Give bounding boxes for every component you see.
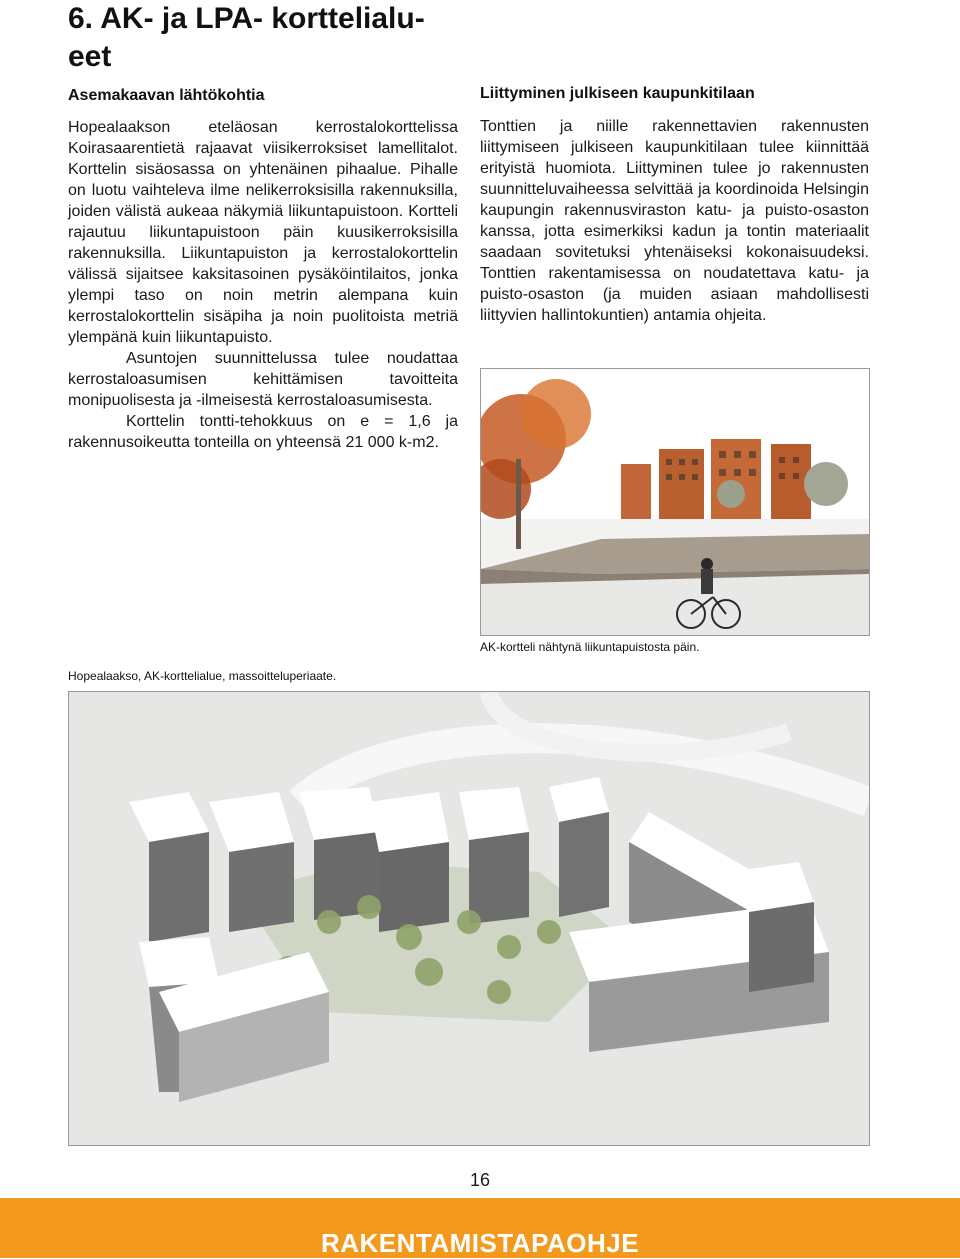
left-paragraph-3: Korttelin tontti-tehokkuus on e = 1,6 ja rakennusoikeutta tonteilla on yhteensä 21 000 k-m2. — [68, 413, 458, 451]
right-subheading: Liittyminen julkiseen kaupunkitilaan — [480, 85, 755, 102]
left-subheading: Asemakaavan lähtökohtia — [68, 87, 265, 104]
page-title-line-1: 6. AK- ja LPA- korttelialu- — [68, 2, 425, 35]
right-body — [480, 116, 869, 326]
massing-plan-illustration — [68, 691, 870, 1146]
page-title-line-2: eet — [68, 40, 112, 73]
right-paragraph: Tonttien ja niille rakennettavien rakennusten liittymiseen julkiseen kaupunkitilaan tulee kiinnittää erityistä huomiota. Liittyminen tulee jo rakennusten suunnitteluvaiheessa selvittää ja koordinoida Helsingin kaupungin rakennusviraston katu- ja puisto-osaston kanssa, jotta esimerkiksi kadun ja tontin materiaalit saadaan sovitetuksi yhtenäiseksi kokonaisuudeksi. Tonttien rakentamisessa on noudatettava katu- ja puisto-osaston (ja muiden asiaan mahdollisesti liittyvien hallintokuntien) antamia ohjeita. — [480, 118, 869, 324]
street-view-drawing — [481, 369, 869, 635]
left-body — [68, 117, 458, 453]
page-title — [68, 0, 468, 76]
left-paragraph-2: Asuntojen suunnittelussa tulee noudattaa kerrostaloasumisen kehittämisen tavoitteita monipuolisesta ja -ilmeisestä kerrostaloasumisesta. — [68, 350, 458, 409]
footer-band — [0, 1198, 960, 1258]
plan-caption: Hopealaakso, AK-korttelialue, massoitteluperiaate. — [68, 669, 337, 683]
footer-label: RAKENTAMISTAPAOHJE — [320, 1228, 640, 1258]
left-paragraph-1: Hopealaakson eteläosan kerrostalokorttelissa Koirasaarentietä rajaavat viisikerroksiset lamellitalot. Korttelin sisäosassa on yhtenäinen pihaalue. Pihalle on luotu vaihteleva ilme nelikerroksisilla rakennuksilla, joiden välistä aukeaa näkymiä liikuntapuistoon. Kortteli rajautuu liikuntapuistoon päin kuusikerroksisilla rakennuksilla. Liikuntapuiston ja kerrostalokorttelin välissä sijaitsee kaksitasoinen pysäköintilaitos, jonka ylempi taso on noin metrin alempana kuin kerrostalokorttelin sisäpiha ja noin puolitoista metriä ylempänä kuin liikuntapuisto. — [68, 119, 458, 346]
page-number: 16 — [469, 1170, 491, 1190]
street-view-illustration — [480, 368, 870, 636]
photo-caption: AK-kortteli nähtynä liikuntapuistosta päin. — [480, 640, 700, 654]
massing-plan-drawing — [69, 692, 869, 1145]
